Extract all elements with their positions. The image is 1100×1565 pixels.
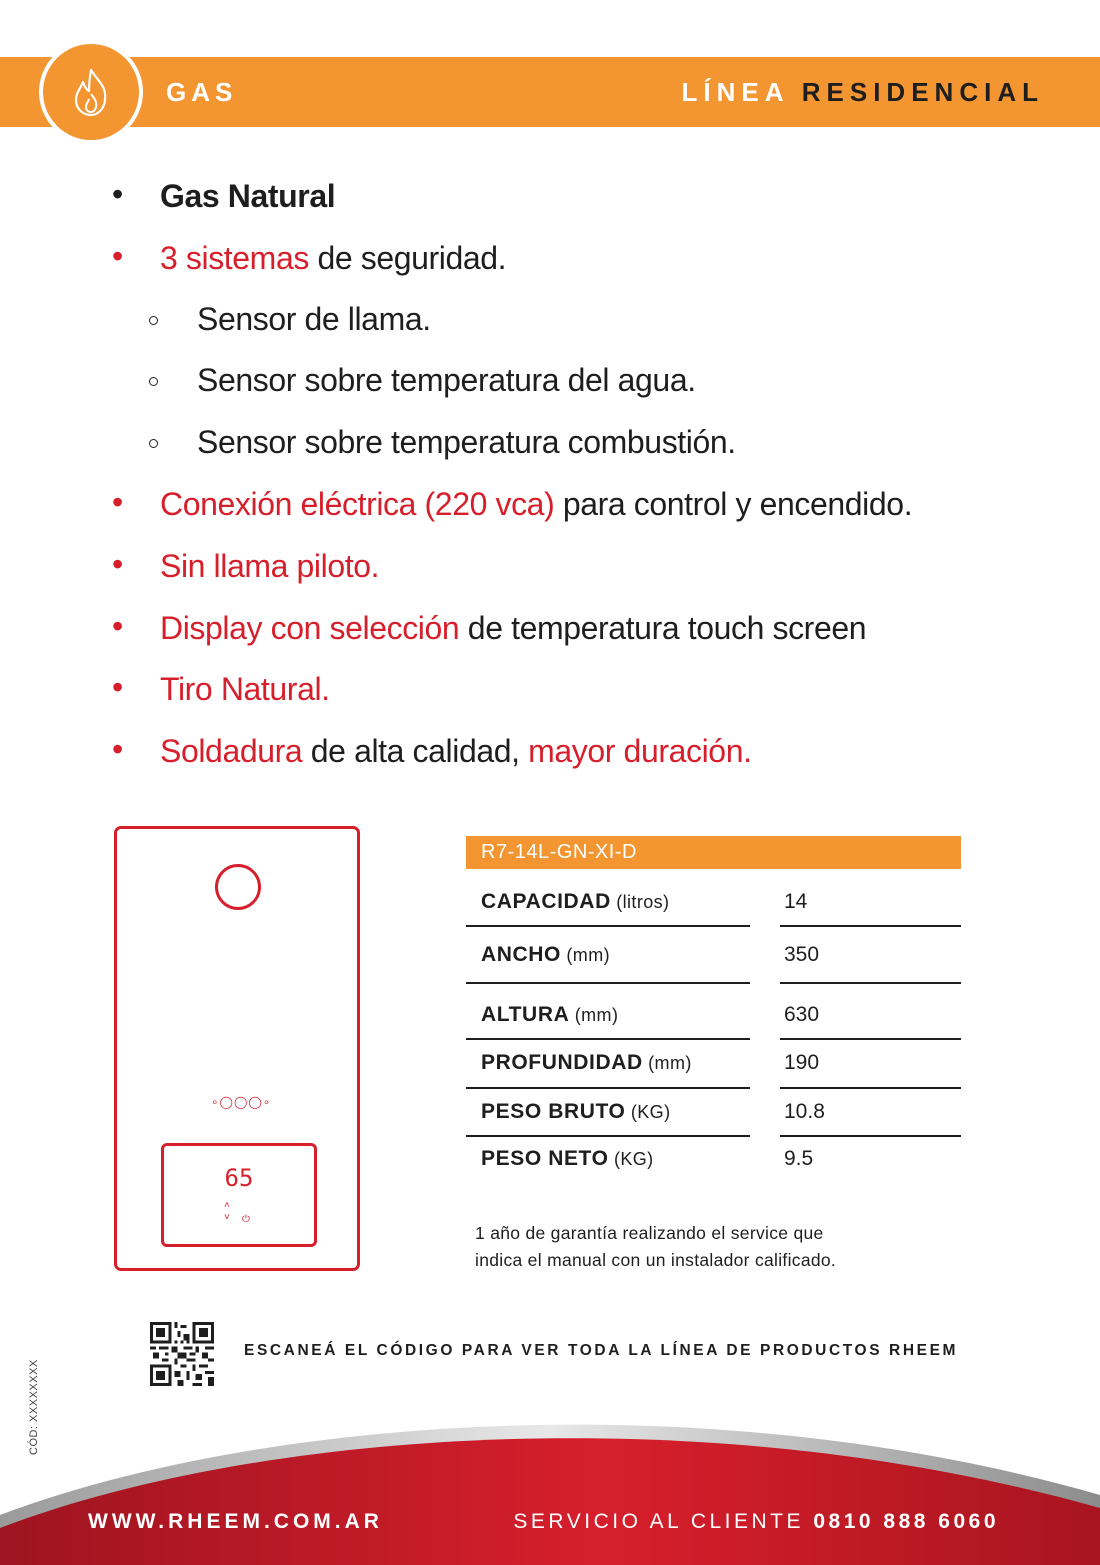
feature-item: Soldadura de alta calidad, mayor duración. — [160, 733, 752, 769]
spec-divider — [466, 1087, 750, 1089]
spec-divider — [780, 982, 961, 984]
line-title — [681, 57, 1044, 127]
spec-value: 14 — [784, 890, 808, 913]
warranty-line: 1 año de garantía realizando el service que — [475, 1223, 824, 1243]
sub-bullet — [149, 316, 158, 325]
spec-label: ALTURA (mm) — [481, 1003, 619, 1026]
heater-indicator-dots: ∘◯◯◯∘ — [211, 1095, 272, 1109]
bullet: • — [112, 176, 124, 212]
spec-row — [466, 943, 961, 973]
spec-value: 10.8 — [784, 1100, 825, 1123]
feature-item: Tiro Natural. — [160, 671, 330, 707]
feature-item: 3 sistemas de seguridad. — [160, 240, 507, 276]
website-link[interactable]: WWW.RHEEM.COM.AR — [88, 1510, 383, 1533]
bullet: • — [112, 669, 124, 705]
spec-value: 9.5 — [784, 1147, 814, 1170]
spec-label: PESO BRUTO (KG) — [481, 1100, 671, 1123]
bullet: • — [112, 484, 124, 520]
line-name: RESIDENCIAL — [801, 77, 1044, 107]
spec-model-header: R7-14L-GN-XI-D — [466, 836, 961, 869]
spec-row — [466, 1003, 961, 1033]
bullet: • — [112, 546, 124, 582]
spec-label: ANCHO (mm) — [481, 943, 610, 966]
spec-value: 630 — [784, 1003, 820, 1026]
logo-badge — [43, 44, 139, 140]
category-label: GAS — [166, 77, 238, 107]
spec-divider — [466, 1135, 750, 1137]
power-icon: ⏻ — [242, 1214, 250, 1225]
spec-value: 190 — [784, 1051, 820, 1074]
product-code: CÓD: XXXXXXXX — [28, 1359, 40, 1455]
bullet: • — [112, 238, 124, 274]
spec-label: PESO NETO (KG) — [481, 1147, 654, 1170]
chevron-updown-icon: ˄ ˅ — [224, 1200, 230, 1223]
customer-service — [513, 1510, 999, 1534]
water-heater-illustration — [114, 826, 360, 1271]
spec-divider — [466, 925, 750, 927]
display-temperature: 65 — [224, 1164, 254, 1192]
spec-divider — [466, 982, 750, 984]
bullet: • — [112, 608, 124, 644]
service-phone[interactable]: 0810 888 6060 — [813, 1510, 999, 1533]
spec-divider — [780, 1087, 961, 1089]
warranty-note — [475, 1220, 836, 1274]
spec-row — [466, 1147, 961, 1177]
qr-code[interactable] — [150, 1322, 214, 1386]
spec-divider — [780, 925, 961, 927]
heater-knob — [215, 864, 261, 910]
spec-value: 350 — [784, 943, 820, 966]
spec-divider — [780, 1135, 961, 1137]
feature-item: Gas Natural — [160, 178, 336, 214]
spec-label: PROFUNDIDAD (mm) — [481, 1051, 692, 1074]
line-prefix: LÍNEA — [681, 77, 789, 107]
spec-label: CAPACIDAD (litros) — [481, 890, 670, 913]
feature-sub-item: Sensor de llama. — [197, 301, 431, 337]
service-label: SERVICIO AL CLIENTE — [513, 1510, 805, 1533]
spec-row — [466, 1051, 961, 1081]
feature-item: Sin llama piloto. — [160, 548, 380, 584]
qr-caption: ESCANEÁ EL CÓDIGO PARA VER TODA LA LÍNEA DE PRODUCTOS RHEEM — [244, 1342, 959, 1359]
spec-row — [466, 1100, 961, 1130]
feature-item: Conexión eléctrica (220 vca) para control y encendido. — [160, 486, 913, 522]
spec-row — [466, 890, 961, 920]
heater-display — [161, 1143, 317, 1247]
spec-divider — [780, 1038, 961, 1040]
spec-divider — [466, 1038, 750, 1040]
feature-item: Display con selección de temperatura touch screen — [160, 610, 867, 646]
sub-bullet — [149, 439, 158, 448]
bullet: • — [112, 731, 124, 767]
flame-icon — [63, 64, 119, 120]
warranty-line: indica el manual con un instalador calificado. — [475, 1250, 837, 1270]
footer-background — [0, 1390, 1100, 1565]
sub-bullet — [149, 377, 158, 386]
feature-sub-item: Sensor sobre temperatura combustión. — [197, 424, 736, 460]
feature-sub-item: Sensor sobre temperatura del agua. — [197, 362, 696, 398]
